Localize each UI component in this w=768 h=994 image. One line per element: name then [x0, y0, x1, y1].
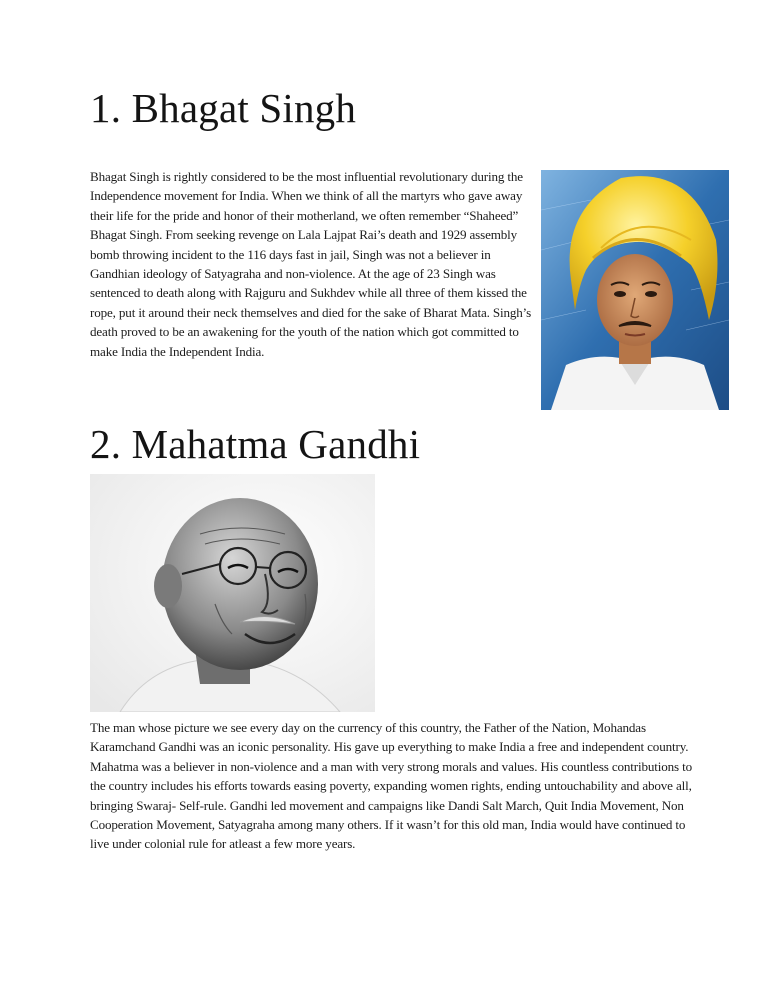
- mahatma-gandhi-portrait: [90, 474, 375, 712]
- section-heading-bhagat-singh: 1. Bhagat Singh: [90, 85, 357, 131]
- mahatma-gandhi-paragraph: The man whose picture we see every day on the currency of this country, the Father of the Nation, Mohandas Karamchand Gandhi was an iconic personality. His gave up everything to make India a free and independent country. Mahatma was a believer in non-violence and a man with very strong morals and values. His countless contributions to the country includes his efforts towards easing poverty, expanding women rights, ending untouchability and above all, bringing Swaraj- Self-rule. Gandhi led movement and campaigns like Dandi Salt March, Quit India Movement, Non Cooperation Movement, Satyagraha among many others. If it wasn’t for this old man, India would have continued to live under colonial rule for atleast a few more years.: [90, 720, 693, 852]
- bhagat-singh-paragraph: Bhagat Singh is rightly considered to be the most influential revolutionary during the Independence movement for India. When we think of all the martyrs who gave away their life for the pride and honor of their motherland, we often remember “Shaheed” Bhagat Singh. From seeking revenge on Lala Lajpat Rai’s death and 1929 assembly bomb throwing incident to the 116 days fast in jail, Singh was not a believer in Gandhian ideology of Satyagraha and non-violence. At the age of 23 Singh was sentenced to death along with Rajguru and Sukhdev while all three of them kissed the rope, put it around their neck themselves and died for the sake of Bharat Mata. Singh’s death proved to be an awakening for the youth of the nation which got committed to make India the Independent India.: [90, 169, 532, 359]
- bhagat-singh-portrait: [541, 170, 729, 410]
- section-heading-mahatma-gandhi: 2. Mahatma Gandhi: [90, 421, 421, 467]
